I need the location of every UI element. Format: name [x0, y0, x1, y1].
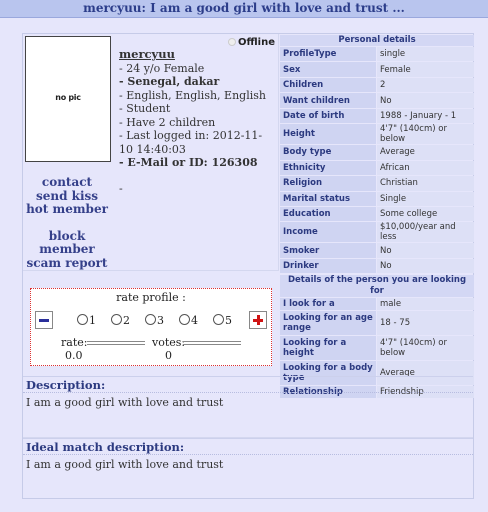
radio-circle-icon — [213, 314, 224, 325]
status-label: Offline — [238, 37, 275, 48]
detail-key: Ethnicity — [280, 161, 376, 175]
table-row — [280, 78, 474, 92]
detail-value: Average — [377, 145, 474, 159]
location: - Senegal, dakar — [119, 75, 220, 88]
detail-key: Date of birth — [280, 109, 376, 123]
page-title: mercyuu: I am a good girl with love and trust ... — [0, 0, 488, 18]
detail-key: Body type — [280, 145, 376, 159]
last-login — [95, 129, 275, 156]
rate-profile-box — [30, 288, 272, 366]
profile-info — [115, 48, 275, 195]
detail-value: No — [377, 93, 474, 107]
age-gender: - 24 y/o Female — [119, 61, 205, 75]
detail-value: Some college — [377, 207, 474, 221]
rate-minus-button[interactable] — [35, 311, 53, 329]
detail-value: Friendship — [377, 386, 474, 398]
online-status — [228, 37, 275, 48]
block-label: block — [48, 228, 86, 243]
detail-key: Children — [280, 78, 376, 92]
detail-value: 2 — [377, 78, 474, 92]
rate-underline — [87, 341, 145, 345]
contact-link[interactable]: contact — [41, 175, 93, 189]
extra-info: - — [119, 181, 123, 195]
rating-option-5[interactable] — [213, 314, 241, 327]
rating-option-label: 2 — [123, 314, 130, 327]
rate-profile-title: rate profile : — [116, 291, 186, 304]
table-row — [280, 109, 474, 123]
detail-value: $10,000/year and less — [377, 222, 474, 242]
status-dot-icon — [228, 38, 236, 46]
detail-value: 18 - 75 — [377, 311, 474, 335]
detail-key: Smoker — [280, 243, 376, 257]
rating-option-2[interactable] — [111, 314, 139, 327]
personal-details-table — [279, 34, 475, 274]
email-id: - E-Mail or ID: 126308 — [119, 156, 258, 169]
rate-value: 0.0 — [65, 349, 83, 362]
member-label: member — [39, 242, 95, 256]
block-member-link[interactable] — [23, 230, 111, 257]
radio-circle-icon — [179, 314, 190, 325]
table-row — [280, 336, 474, 360]
table-row — [280, 243, 474, 257]
detail-value: African — [377, 161, 474, 175]
languages: - English, English, English — [119, 88, 266, 102]
table-row — [280, 311, 474, 335]
detail-value: single — [377, 47, 474, 61]
send-kiss-link[interactable]: send kiss — [35, 188, 99, 203]
detail-value: No — [377, 259, 474, 273]
detail-key: Looking for an age range — [280, 311, 376, 335]
description-text: I am a good girl with love and trust — [26, 396, 224, 409]
children-info: - Have 2 children — [119, 115, 216, 129]
detail-key: I look for a — [280, 298, 376, 310]
table-row — [280, 192, 474, 206]
radio-circle-icon — [77, 314, 88, 325]
detail-key: Income — [280, 222, 376, 242]
table-row — [280, 161, 474, 175]
hot-member-link[interactable]: hot member — [26, 202, 108, 216]
rating-option-3[interactable] — [145, 314, 173, 327]
description-title: Description: — [23, 376, 473, 393]
detail-key: Marital status — [280, 192, 376, 206]
radio-circle-icon — [111, 314, 122, 325]
table-row — [280, 176, 474, 190]
rating-option-label: 4 — [191, 314, 198, 327]
scam-report-link[interactable]: scam report — [26, 255, 108, 270]
radio-circle-icon — [145, 314, 156, 325]
detail-value: 4'7" (140cm) or below — [377, 124, 474, 144]
table-row — [280, 222, 474, 242]
detail-value: 1988 - January - 1 — [377, 109, 474, 123]
summary-divider — [23, 270, 279, 271]
table-row — [280, 124, 474, 144]
detail-key: Want children — [280, 93, 376, 107]
rating-option-4[interactable] — [179, 314, 207, 327]
detail-key: Religion — [280, 176, 376, 190]
detail-key: Looking for a body type — [280, 361, 376, 385]
personal-details-header: Personal details — [280, 35, 474, 46]
last-login-text: - Last logged in: 2012-11-10 14:40:03 — [119, 129, 263, 156]
detail-value: No — [377, 243, 474, 257]
details-column — [279, 34, 475, 399]
detail-value: Christian — [377, 176, 474, 190]
table-row — [280, 62, 474, 76]
profile-summary — [23, 34, 279, 270]
votes-label: votes: — [152, 336, 186, 349]
detail-key: Relationship — [280, 386, 376, 398]
table-row — [280, 47, 474, 61]
table-row — [280, 145, 474, 159]
profile-panel — [22, 33, 474, 499]
detail-value: Single — [377, 192, 474, 206]
votes-value: 0 — [165, 349, 172, 362]
votes-underline — [183, 341, 241, 345]
detail-key: Education — [280, 207, 376, 221]
rate-plus-button[interactable] — [249, 311, 267, 329]
ideal-match-title: Ideal match description: — [23, 438, 473, 455]
detail-value: Average — [377, 361, 474, 385]
rating-option-1[interactable] — [77, 314, 105, 327]
looking-for-header: Details of the person you are looking for — [280, 275, 474, 297]
no-pic-placeholder: no pic — [55, 93, 81, 102]
table-row — [280, 259, 474, 273]
detail-value: male — [377, 298, 474, 310]
table-row — [280, 298, 474, 310]
detail-key: Sex — [280, 62, 376, 76]
username-link[interactable]: mercyuu — [119, 47, 175, 61]
table-row — [280, 93, 474, 107]
rate-label: rate: — [61, 336, 88, 349]
detail-key: Drinker — [280, 259, 376, 273]
rating-option-label: 1 — [89, 314, 96, 327]
detail-key: Height — [280, 124, 376, 144]
ideal-match-text: I am a good girl with love and trust — [26, 458, 224, 471]
occupation: - Student — [119, 102, 171, 115]
detail-value: Female — [377, 62, 474, 76]
profile-actions — [23, 176, 111, 270]
rating-option-label: 5 — [225, 314, 232, 327]
detail-key: ProfileType — [280, 47, 376, 61]
rating-option-label: 3 — [157, 314, 164, 327]
table-row — [280, 207, 474, 221]
detail-key: Looking for a height — [280, 336, 376, 360]
detail-value: 4'7" (140cm) or below — [377, 336, 474, 360]
